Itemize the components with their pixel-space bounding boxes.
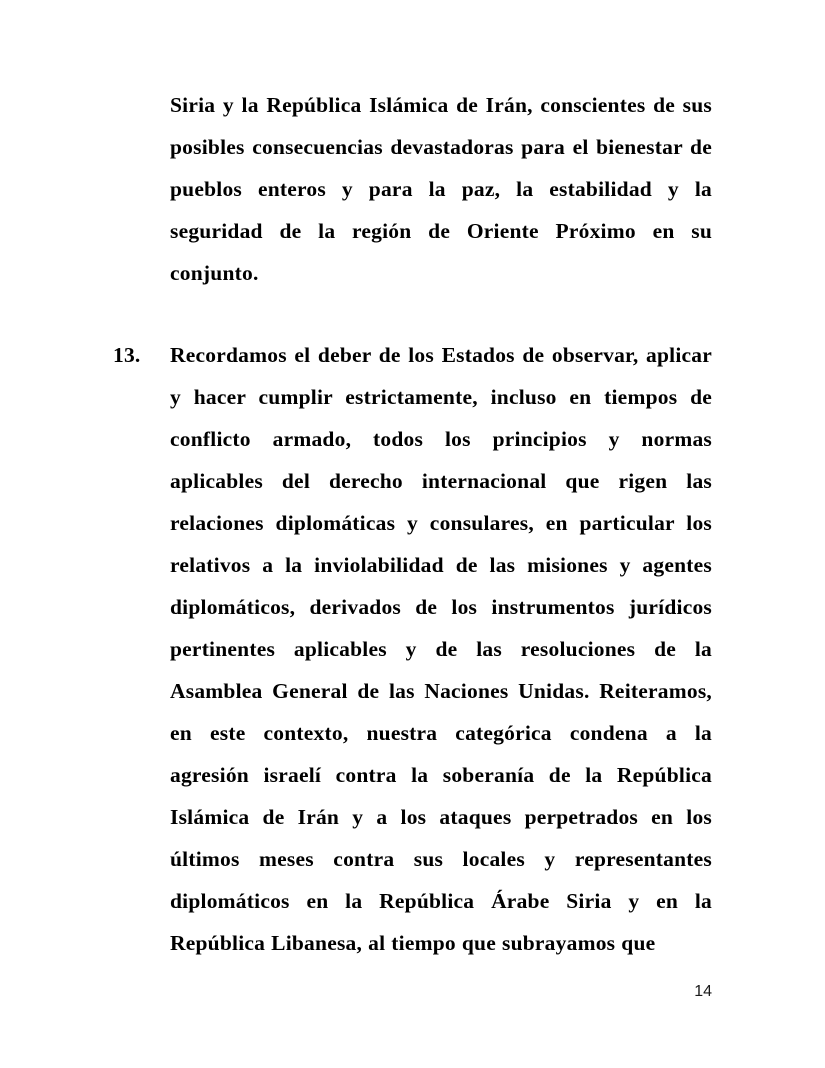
paragraph-13 <box>113 334 712 964</box>
paragraph-text: Recordamos el deber de los Estados de observar, aplicar y hacer cumplir estrictamente, incluso en tiempos de conflicto armado, todos los principios y normas aplicables del derecho internacional que rigen las relaciones diplomáticas y consulares, en particular los relativos a la inviolabilidad de las misiones y agentes diplomáticos, derivados de los instrumentos jurídicos pertinentes aplicables y de las resoluciones de la Asamblea General de las Naciones Unidas. Reiteramos, en este contexto, nuestra categórica condena a la agresión israelí contra la soberanía de la República Islámica de Irán y a los ataques perpetrados en los últimos meses contra sus locales y representantes diplomáticos en la República Árabe Siria y en la República Libanesa, al tiempo que subrayamos que <box>170 343 712 955</box>
page-number: 14 <box>694 983 712 1000</box>
paragraph-continuation <box>170 84 712 294</box>
paragraph-text: Siria y la República Islámica de Irán, conscientes de sus posibles consecuencias devastadoras para el bienestar de pueblos enteros y para la paz, la estabilidad y la seguridad de la región de Oriente Próximo en su conjunto. <box>170 93 712 285</box>
paragraph-number: 13. <box>113 343 141 367</box>
page-content <box>113 84 712 964</box>
